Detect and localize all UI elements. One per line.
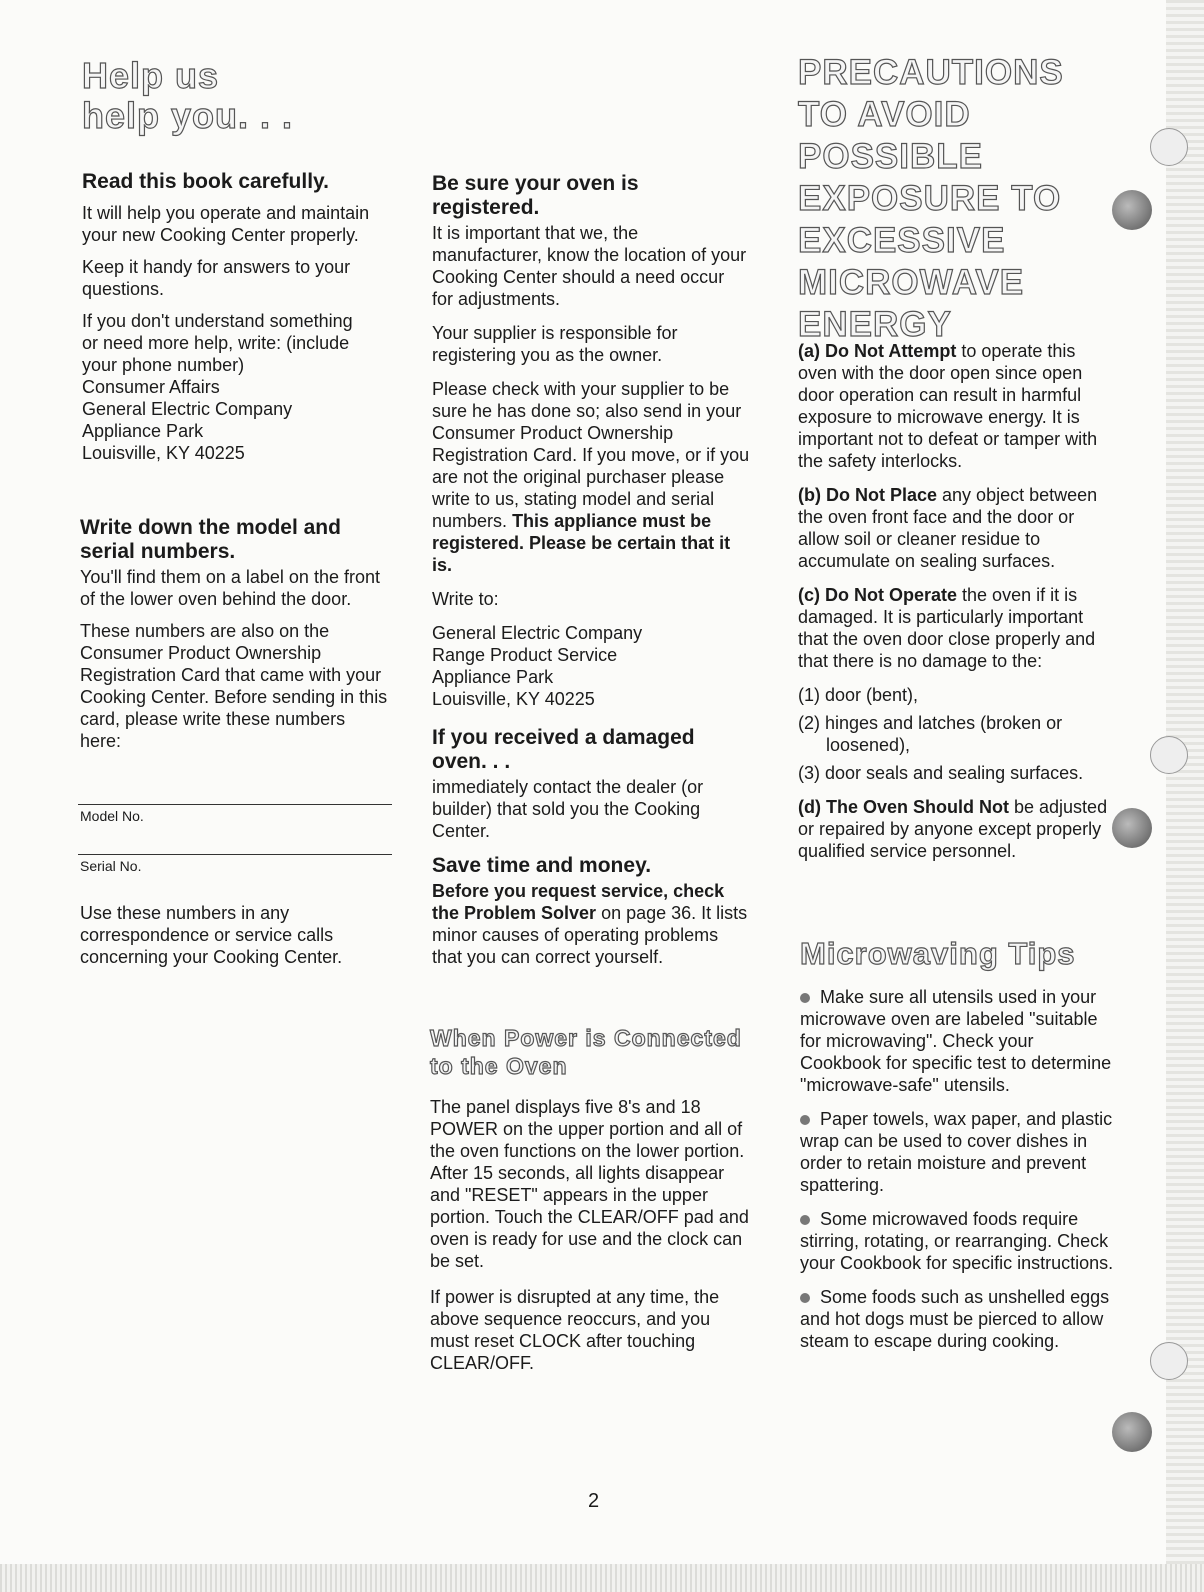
address-line: General Electric Company (432, 623, 643, 643)
precaution-text: to operate this oven with the door open since open door operation can result in harmful exposure to microwave energy. It is important not to defeat or tamper with the safety interlocks. (798, 341, 1098, 471)
precaution-b (798, 484, 1116, 572)
title-line: ENERGY (798, 305, 952, 344)
address-line: Appliance Park (82, 421, 204, 441)
damage-item: (3) door seals and sealing surfaces. (798, 763, 1084, 783)
address-line: Louisville, KY 40225 (82, 443, 245, 463)
contact-address (82, 310, 402, 464)
binder-hole-shadow (1150, 128, 1188, 166)
heading-read-book: Read this book carefully. (82, 170, 330, 193)
paragraph-text: Please check with your supplier to be sure he has done so; also send in your Consumer Product Ownership Registration Card. If you move, or if you are not the original purchaser please write to us, stating model and serial numbers. (432, 379, 750, 531)
page-title-line: Help us (82, 55, 220, 96)
heading-model-serial: Write down the model and serial numbers. (80, 516, 341, 563)
title-line: PRECAUTIONS (798, 53, 1064, 92)
column-1c (80, 902, 390, 968)
precaution-a (798, 340, 1116, 472)
tip-text: Some foods such as unshelled eggs and hot dogs must be pierced to allow steam to escape during cooking. (800, 1287, 1110, 1351)
paragraph: Use these numbers in any correspondence or service calls concerning your Cooking Center. (80, 903, 343, 967)
paragraph-text: on page 36. It lists minor causes of operating problems that you can correct yourself. (432, 903, 748, 967)
binder-hole (1112, 1412, 1152, 1452)
tip-item (800, 1286, 1118, 1352)
tip-text: Paper towels, wax paper, and plastic wrap can be used to cover dishes in order to retain moisture and prevent spattering. (800, 1109, 1113, 1195)
heading-save-time: Save time and money. (432, 854, 652, 877)
address-line: or need more help, write: (include (82, 333, 350, 353)
tip-text: Some microwaved foods require stirring, rotating, or rearranging. Check your Cookbook for specific instructions. (800, 1209, 1114, 1273)
page-title (82, 56, 293, 136)
precaution-d (798, 796, 1116, 862)
paragraph: You'll find them on a label on the front of the lower oven behind the door. (80, 567, 380, 609)
title-line: POSSIBLE (798, 137, 983, 176)
paragraph (432, 378, 750, 576)
precaution-label: (d) The Oven Should Not (798, 797, 1009, 817)
paragraph: Write to: (432, 589, 499, 609)
tip-item (800, 986, 1118, 1096)
serial-number-label: Serial No. (80, 858, 142, 874)
page-bottom-edge (0, 1564, 1204, 1592)
address-line: Range Product Service (432, 645, 618, 665)
damage-item: (2) hinges and latches (broken or loosened), (798, 713, 1063, 755)
title-line: EXPOSURE TO (798, 179, 1062, 218)
heading-registered: Be sure your oven is registered. (432, 172, 639, 219)
model-number-label: Model No. (80, 808, 144, 824)
column-1b (80, 516, 390, 752)
tip-item (800, 1108, 1118, 1196)
title-line: EXCESSIVE (798, 221, 1006, 260)
heading-power-connected: When Power is Connected to the Oven (430, 1025, 742, 1079)
column-2b (430, 1024, 750, 1374)
binder-hole-shadow (1150, 1342, 1188, 1380)
heading-damaged-oven: If you received a damaged oven. . . (432, 726, 695, 773)
page-number: 2 (588, 1490, 600, 1512)
column-3 (798, 340, 1116, 862)
tips-list (800, 986, 1118, 1352)
serial-number-line (78, 854, 392, 855)
column-1 (82, 170, 402, 464)
tips-title: Microwaving Tips (800, 936, 1076, 971)
bullet-icon (800, 1215, 810, 1225)
paragraph: If power is disrupted at any time, the above sequence reoccurs, and you must reset CLOCK after touching CLEAR/OFF. (430, 1287, 720, 1373)
tip-item (800, 1208, 1118, 1274)
bullet-icon (800, 1293, 810, 1303)
address-line: If you don't understand something (82, 311, 353, 331)
column-2 (432, 172, 750, 968)
binder-hole-shadow (1150, 736, 1188, 774)
bullet-icon (800, 1115, 810, 1125)
address-line: Appliance Park (432, 667, 554, 687)
registration-notice: This appliance must be registered. Please be certain that it is. (432, 511, 731, 575)
precaution-text: any object between the oven front face and the door or allow soil or cleaner residue to accumulate on sealing surfaces. (798, 485, 1098, 571)
model-number-line (78, 804, 392, 805)
precaution-label: (b) Do Not Place (798, 485, 938, 505)
precaution-c (798, 584, 1116, 672)
page-title-line: help you. . . (82, 95, 294, 136)
precaution-label: (a) Do Not Attempt (798, 341, 957, 361)
paragraph: It is important that we, the manufacturer, know the location of your Cooking Center should a need occur for adjustments. (432, 223, 747, 309)
title-line: MICROWAVE (798, 263, 1025, 302)
bullet-icon (800, 993, 810, 1003)
service-address (432, 622, 750, 710)
tip-text: Make sure all utensils used in your microwave oven are labeled "suitable for microwaving". Check your Cookbook for specific test to determine "microwave-safe" utensils. (800, 987, 1112, 1095)
precaution-text: be adjusted or repaired by anyone except properly qualified service personnel. (798, 797, 1108, 861)
paragraph: Your supplier is responsible for registering you as the owner. (432, 323, 678, 365)
address-line: your phone number) (82, 355, 245, 375)
paragraph: These numbers are also on the Consumer Product Ownership Registration Card that came with your Cooking Center. Before sending in this card, please write these numbers here: (80, 621, 388, 751)
paragraph: Keep it handy for answers to your questions. (82, 257, 351, 299)
address-line: General Electric Company (82, 399, 293, 419)
paragraph (432, 880, 750, 968)
precautions-title (798, 52, 1064, 346)
address-line: Consumer Affairs (82, 377, 220, 397)
problem-solver-ref: Before you request service, check the Problem Solver (432, 881, 725, 923)
paragraph: immediately contact the dealer (or builder) that sold you the Cooking Center. (432, 777, 704, 841)
precaution-label: (c) Do Not Operate (798, 585, 958, 605)
binder-hole (1112, 190, 1152, 230)
paragraph: The panel displays five 8's and 18 POWER on the upper portion and all of the oven functions on the lower portion. After 15 seconds, all lights disappear and "RESET" appears in the upper portion. Touch the CLEAR/OFF pad and oven is ready for use and the clock can be set. (430, 1097, 749, 1271)
precaution-text: the oven if it is damaged. It is particularly important that the oven door close properly and that there is no damage to the: (798, 585, 1096, 671)
paragraph: It will help you operate and maintain your new Cooking Center properly. (82, 203, 370, 245)
binder-hole (1112, 808, 1152, 848)
title-line: TO AVOID (798, 95, 971, 134)
address-line: Louisville, KY 40225 (432, 689, 595, 709)
damage-item: (1) door (bent), (798, 685, 919, 705)
